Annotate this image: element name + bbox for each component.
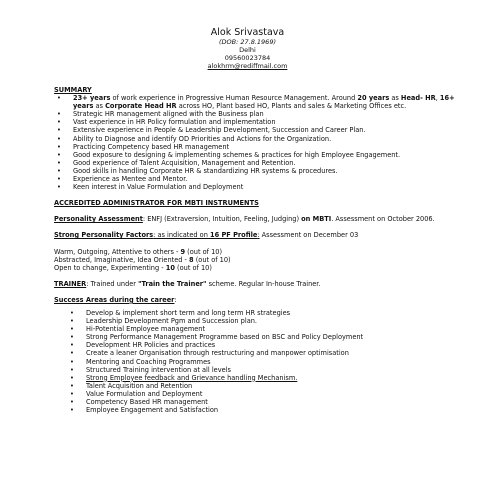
resume-header [0, 27, 495, 70]
success-item: • Employee Engagement and Satisfaction [54, 406, 459, 414]
factor-line: Abstracted, Imaginative, Idea Oriented - 8 (out of 10) [54, 255, 231, 264]
personality-factors-title: Strong Personality Factors: as indicated on 16 PF Profile: Assessment on December 03 [54, 231, 359, 240]
city: Delhi [239, 46, 256, 54]
personality-assessment: Personality Assessment: ENFJ (Extraversion, Intuition, Feeling, Judging) on MBTI. Assessment on October 2006. [54, 215, 435, 224]
success-item: • Leadership Development Pgm and Succession plan. [54, 317, 459, 325]
success-item: • Create a leaner Organisation through restructuring and manpower optimisation [54, 349, 459, 357]
candidate-name: Alok Srivastava [210, 27, 285, 38]
summary-item: • Good exposure to designing & implementing schemes & practices for high Employee Engagement. [54, 151, 459, 159]
summary-item: • Strategic HR management aligned with the Business plan [54, 110, 459, 118]
accredited-heading: ACCREDITED ADMINISTRATOR FOR MBTI INSTRUMENTS [54, 199, 259, 208]
resume-body [54, 86, 459, 414]
summary-item: • Ability to Diagnose and identify OD Priorities and Actions for the Organization. [54, 135, 459, 143]
summary-heading: SUMMARY [54, 86, 92, 94]
success-item: • Mentoring and Coaching Programmes [54, 358, 459, 366]
success-heading: Success Areas during the career: [54, 295, 177, 304]
factor-line: Warm, Outgoing, Attentive to others - 9 (out of 10) [54, 247, 223, 256]
summary-item: • Experience as Mentee and Mentor. [54, 175, 459, 183]
summary-list [54, 94, 459, 191]
success-item: • Strong Performance Management Programme based on BSC and Policy Deployment [54, 333, 459, 341]
phone-number: 09560023784 [224, 54, 271, 62]
summary-item: • Vast experience in HR Policy formulation and implementation [54, 118, 459, 126]
success-list [54, 309, 459, 414]
summary-item: • Keen interest in Value Formulation and Deployment [54, 183, 459, 191]
success-item: • Development HR Policies and practices [54, 341, 459, 349]
success-item: • Hi-Potential Employee management [54, 325, 459, 333]
factor-line: Open to change, Experimenting - 10 (out of 10) [54, 263, 212, 272]
success-item: • Value Formulation and Deployment [54, 390, 459, 398]
success-item: • Competency Based HR management [54, 398, 459, 406]
trainer-line: TRAINER: Trained under "Train the Trainer" scheme. Regular In-house Trainer. [54, 279, 321, 288]
summary-item: • Extensive experience in People & Leadership Development, Succession and Career Plan. [54, 126, 459, 134]
summary-item-experience: • 23+ years of work experience in Progressive Human Resource Management. Around 20 years as Head- HR, 16+ years as Corporate Head HR across HO, Plant based HO, Plants and sales & Marketing Offices etc. [54, 94, 459, 110]
summary-item: • Good experience of Talent Acquisition, Management and Retention. [54, 159, 459, 167]
success-item: • Develop & implement short term and long term HR strategies [54, 309, 459, 317]
success-item: • Structured Training intervention at all levels [54, 366, 459, 374]
date-of-birth: (DOB: 27.8.1969) [219, 38, 276, 46]
summary-item: • Practicing Competency based HR management [54, 143, 459, 151]
summary-item: • Good skills in handling Corporate HR & standardizing HR systems & procedures. [54, 167, 459, 175]
success-item: • Strong Employee feedback and Grievance handling Mechanism. [54, 374, 459, 382]
email-address[interactable]: alokhrm@rediffmail.com [207, 62, 288, 70]
success-item: • Talent Acquisition and Retention [54, 382, 459, 390]
